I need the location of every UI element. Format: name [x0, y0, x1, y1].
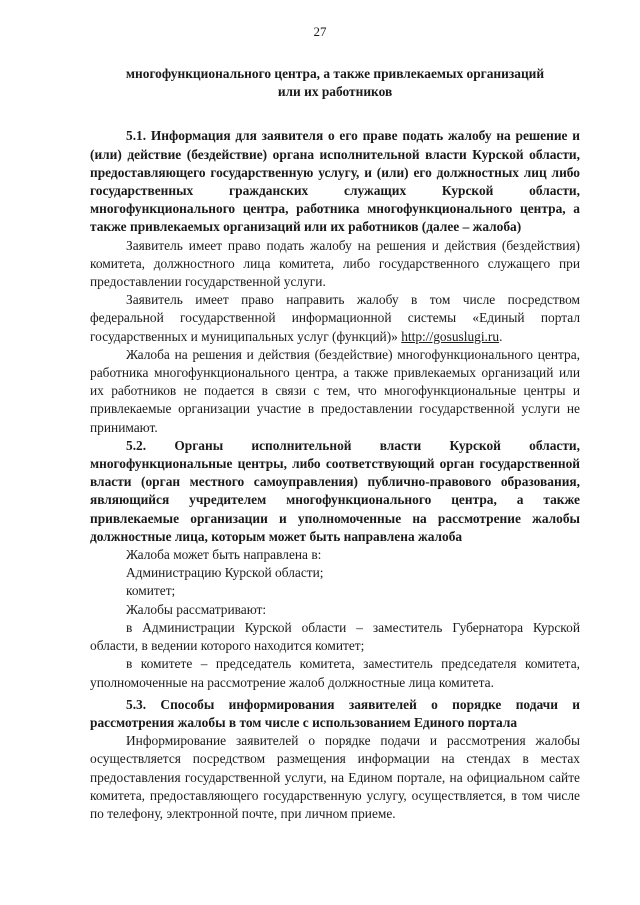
- document-body: [90, 65, 580, 823]
- page-number: 27: [313, 24, 327, 39]
- paragraph-2-end: .: [499, 328, 503, 344]
- section-5-3: [90, 696, 580, 823]
- section-5-2-line-2: Администрацию Курской области;: [126, 565, 324, 581]
- title-line-2: или их работников: [277, 84, 393, 100]
- section-5-1-heading: 5.1. Информация для заявителя о его праве подать жалобу на решение и (или) действие (бездействие) органа исполнительной власти Курской области, предоставляющего государственную услугу, и (или) его должностных лиц либо государственных гражданских служащих Курской области, многофункционального центра, работника многофункционального центра, а также привлекаемых организаций или их работников (далее – жалоба): [90, 128, 580, 235]
- section-5-2-line-1: Жалоба может быть направлена в:: [126, 547, 322, 563]
- section-5-3-heading: 5.3. Способы информирования заявителей о порядке подачи и рассмотрения жалобы в том числе с использованием Единого портала: [90, 696, 580, 730]
- gosuslugi-link[interactable]: http://gosuslugi.ru: [401, 328, 500, 344]
- section-5-1-paragraph-2: [90, 291, 580, 346]
- section-5-2-line-3: комитет;: [126, 583, 176, 599]
- section-5-2-heading: 5.2. Органы исполнительной власти Курской области, многофункциональные центры, либо соответствующий орган государственной власти (орган местного самоуправления) публично-правового образования, являющийся учредителем многофункционального центра, а также привлекаемые организации и уполномоченные на рассмотрение жалобы должностные лица, которым может быть направлена жалоба: [90, 437, 580, 544]
- section-5-3-paragraph-1: Информирование заявителей о порядке подачи и рассмотрения жалобы осуществляется посредством размещения информации на стендах в местах предоставления государственной услуги, на Едином портале, на официальном сайте комитета, предоставляющего государственную услугу, осуществляется, в том числе по телефону, электронной почте, при личном приеме.: [90, 733, 580, 821]
- section-5-2: [90, 437, 580, 692]
- section-title: [90, 65, 580, 101]
- section-5-1-paragraph-1: Заявитель имеет право подать жалобу на решения и действия (бездействия) комитета, должностного лица комитета, либо государственного служащего при предоставлении государственной услуги.: [90, 237, 580, 290]
- section-5-1: [90, 127, 580, 436]
- section-5-2-paragraph-2: в комитете – председатель комитета, заместитель председателя комитета, уполномоченные на рассмотрение жалоб должностные лица комитета.: [90, 656, 580, 690]
- section-5-2-line-4: Жалобы рассматривают:: [126, 601, 267, 617]
- paragraph-2-text: Заявитель имеет право направить жалобу в том числе посредством федеральной государственной информационной системы «Единый портал государственных и муниципальных услуг (функций)»: [90, 292, 580, 344]
- section-5-2-paragraph-1: в Администрации Курской области – заместитель Губернатора Курской области, в ведении которого находится комитет;: [90, 619, 580, 654]
- title-line-1: многофункционального центра, а также привлекаемых организаций: [125, 66, 545, 81]
- section-5-1-paragraph-3: Жалоба на решения и действия (бездействие) многофункционального центра, работника многофункционального центра, а также привлекаемых организаций или их работников не подается в связи с тем, что многофункциональные центры и привлекаемые организации участие в предоставлении государственной услуги не принимают.: [90, 346, 580, 435]
